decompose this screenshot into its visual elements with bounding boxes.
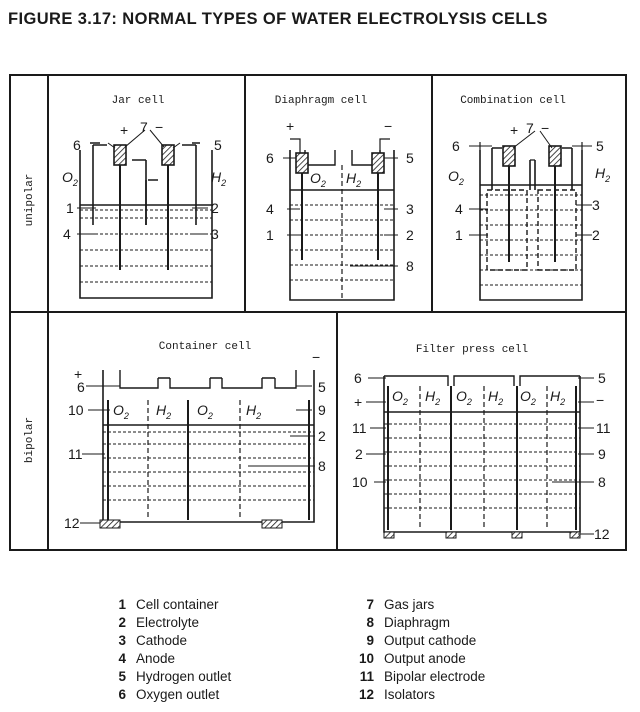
diaphragm-bags (487, 190, 576, 270)
callout-1: 1 (266, 227, 274, 243)
isolators (384, 532, 580, 538)
legend-label: Output cathode (384, 633, 477, 648)
o2-label: $O_2$ (310, 170, 326, 189)
legend-label: Anode (136, 651, 176, 666)
callout-11: 11 (68, 446, 83, 462)
callout-6: 6 (77, 379, 85, 395)
h2-label: $H_2$ (346, 170, 362, 189)
legend-item (100, 668, 231, 686)
legend-item (348, 668, 485, 686)
cell-container (103, 370, 314, 522)
callout-4: 4 (455, 201, 463, 217)
electrode-cap-right (549, 146, 561, 166)
minus-sign: − (312, 349, 321, 365)
o2-label: $O_2$ (448, 168, 464, 187)
callout-3: 3 (211, 226, 219, 242)
callout-2: 2 (211, 200, 219, 216)
legend-item (100, 650, 231, 668)
h2-label: $H_2$ (595, 165, 611, 184)
callout-11: 11 (352, 420, 367, 436)
legend-label: Electrolyte (136, 615, 200, 630)
callout-5: 5 (596, 138, 604, 154)
minus-sign: − (541, 120, 550, 136)
legend-number: 7 (366, 597, 374, 612)
combination-cell-labels (448, 120, 610, 243)
callout-6: 6 (266, 150, 274, 166)
o2-label: $O_2$ (113, 402, 129, 421)
callout-11: 11 (596, 420, 611, 436)
legend-number: 3 (118, 633, 126, 648)
legend-number: 1 (118, 597, 126, 612)
electrode-cap-right (372, 153, 384, 173)
legend-number: 8 (366, 615, 374, 630)
legend-left (100, 596, 231, 704)
diaphragms (148, 400, 240, 520)
legend-number: 6 (118, 687, 126, 702)
legend-label: Gas jars (384, 597, 435, 612)
legend-number: 5 (118, 669, 126, 684)
h2-label: $H_2$ (488, 388, 504, 407)
electrode-cap-right (162, 145, 174, 165)
legend-label: Isolators (384, 687, 436, 702)
legend-item (100, 596, 231, 614)
row-label-unipolar: unipolar (24, 173, 36, 227)
callout-4: 4 (266, 201, 274, 217)
h2-label: $H_2$ (246, 402, 262, 421)
jar-cell-title: Jar cell (111, 95, 165, 107)
legend-number: 11 (359, 669, 374, 684)
minus-sign: − (155, 119, 164, 135)
diaphragm-cell-title: Diaphragm cell (274, 95, 368, 107)
legend-item (100, 614, 231, 632)
callout-8: 8 (318, 458, 326, 474)
callout-12: 12 (64, 515, 80, 531)
legend-label: Hydrogen outlet (136, 669, 232, 684)
diaphragm-cell (283, 139, 398, 300)
h2-label: $H_2$ (156, 402, 172, 421)
container-cell-title: Container cell (158, 341, 252, 353)
combination-cell-title: Combination cell (460, 95, 566, 107)
callout-7: 7 (140, 119, 148, 135)
callout-12: 12 (594, 526, 610, 542)
plus-sign: + (354, 394, 363, 410)
callout-5: 5 (598, 370, 606, 386)
o2-label: $O_2$ (197, 402, 213, 421)
legend-item (100, 686, 231, 704)
callout-6: 6 (73, 137, 81, 153)
callout-8: 8 (598, 474, 606, 490)
minus-sign: − (596, 392, 605, 408)
legend-right (348, 596, 485, 704)
legend-label: Cathode (136, 633, 188, 648)
callout-2: 2 (318, 428, 326, 444)
jar-cell-labels (62, 119, 226, 242)
combination-cell (469, 131, 592, 300)
callout-9: 9 (318, 402, 326, 418)
o2-label: $O_2$ (392, 388, 408, 407)
legend-item (348, 650, 485, 668)
callout-1: 1 (66, 200, 74, 216)
minus-sign: − (384, 118, 393, 134)
callout-2: 2 (592, 227, 600, 243)
electrode-cap-left (503, 146, 515, 166)
diaphragm-cell-labels (266, 118, 414, 274)
h2-label: $H_2$ (550, 388, 566, 407)
plus-sign: + (120, 122, 129, 138)
container-cell (80, 370, 315, 528)
callout-1: 1 (455, 227, 463, 243)
callout-4: 4 (63, 226, 71, 242)
legend-number: 9 (366, 633, 374, 648)
callout-5: 5 (406, 150, 414, 166)
legend-item (100, 632, 231, 650)
callout-10: 10 (68, 402, 84, 418)
row-label-bipolar: bipolar (24, 416, 36, 464)
callout-6: 6 (452, 138, 460, 154)
filter-press-cell-labels (352, 370, 611, 542)
legend-label: Bipolar electrode (384, 669, 486, 684)
callout-5: 5 (318, 379, 326, 395)
callout-9: 9 (598, 446, 606, 462)
legend-number: 10 (358, 651, 374, 666)
callout-3: 3 (406, 201, 414, 217)
h2-label: $H_2$ (425, 388, 441, 407)
electrode-cap-left (296, 153, 308, 173)
legend-label: Oxygen outlet (136, 687, 220, 702)
o2-label: $O_2$ (456, 388, 472, 407)
electrode-cap-left (114, 145, 126, 165)
cell-lid (305, 150, 380, 165)
legend-item (348, 632, 485, 650)
plus-sign: + (510, 122, 519, 138)
callout-10: 10 (352, 474, 368, 490)
plus-sign: + (74, 366, 83, 382)
legend-label: Output anode (384, 651, 466, 666)
callout-7: 7 (526, 120, 534, 136)
legend-label: Cell container (136, 597, 219, 612)
jar-cell (77, 130, 212, 298)
frame-tops (384, 376, 580, 386)
callout-3: 3 (592, 197, 600, 213)
o2-label: $O_2$ (62, 169, 78, 188)
legend-number: 12 (358, 687, 374, 702)
legend-number: 2 (118, 615, 126, 630)
callout-2: 2 (406, 227, 414, 243)
callout-2: 2 (355, 446, 363, 462)
o2-label: $O_2$ (520, 388, 536, 407)
legend-item (348, 686, 485, 704)
callout-8: 8 (406, 258, 414, 274)
legend-item (348, 614, 485, 632)
callout-6: 6 (354, 370, 362, 386)
filter-press-cell-title: Filter press cell (415, 344, 529, 356)
gas-hoods (120, 370, 296, 388)
h2-label: $H_2$ (211, 169, 227, 188)
legend-label: Diaphragm (384, 615, 451, 630)
callout-5: 5 (214, 137, 222, 153)
plus-sign: + (286, 118, 295, 134)
legend-number: 4 (118, 651, 126, 666)
legend-item (348, 596, 485, 614)
figure-title: FIGURE 3.17: NORMAL TYPES OF WATER ELECTROLYSIS CELLS (8, 10, 548, 28)
